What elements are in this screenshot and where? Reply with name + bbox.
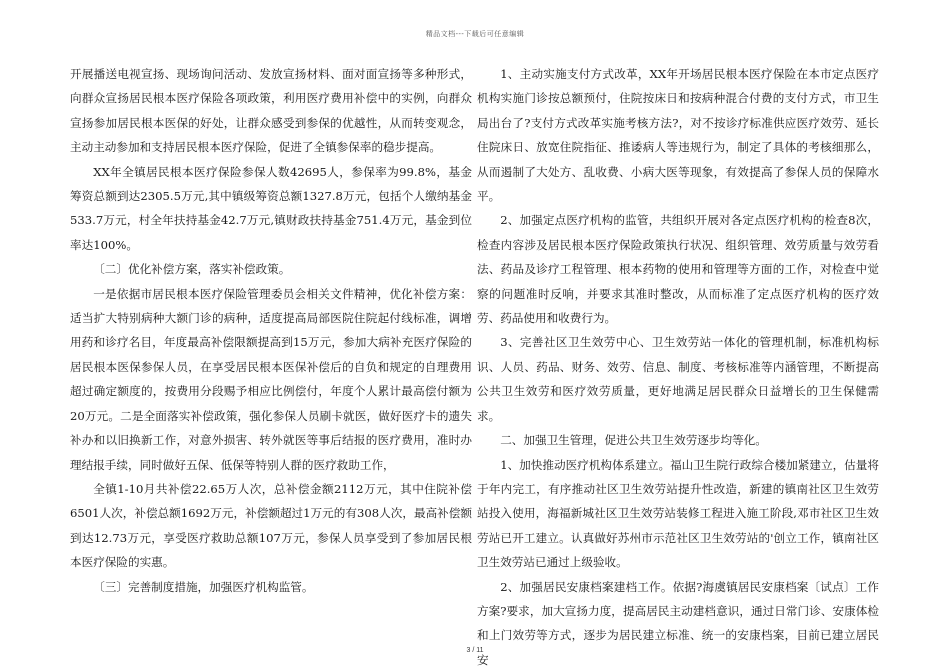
- paragraph: 3、完善社区卫生效劳中心、卫生效劳站一体化的管理机制，标准机构标识、人员、药品、财务、效劳、信息、制度、考核标准等内涵管理，不断提高公共卫生效劳和医疗效劳质量，更好地满足居民群众日益增长的卫生保健需求。: [477, 335, 879, 423]
- paragraph: 一是依据市居民根本医疗保险管理委员会相关文件精神，优化补偿方案：适当扩大特别病种大额门诊的病种，适度提高局部医院住院起付线标准，调增用药和诊疗名目，年度最高补偿限额提高到15万元，参加大病补充医疗保险的居民根本医保参保人员，在享受居民根本医保补偿后的自负和规定的自理费用超过确定额度的，按费用分段赐予相应比例偿付，年度个人累计最高偿付额为20万元。二是全面落实补偿政策，强化参保人员刷卡就医，做好医疗卡的遗失补办和以旧换新工作，对意外损害、转外就医等事后结报的医疗费用，准时办理结报手续，同时做好五保、低保等特别人群的医疗救助工作，: [70, 286, 472, 472]
- paragraph: 〔三〕完善制度措施，加强医疗机构监管。: [93, 579, 314, 594]
- right-column: [477, 62, 879, 672]
- paragraph: 全镇1-10月共补偿22.65万人次，总补偿金额2112万元，其中住院补偿6501人次，补偿总额1692万元，补偿额超过1万元的有308人次，最高补偿额到达12.73万元，享受医疗救助总额107万元，参保人员享受到了参加居民根本医疗保险的实惠。: [70, 481, 472, 570]
- page-header: 精品文档---下载后可任意编辑: [425, 30, 525, 38]
- left-column: [70, 62, 472, 599]
- paragraph: 二、加强卫生管理，促进公共卫生效劳逐步均等化。: [500, 433, 767, 448]
- paragraph: 2、加强定点医疗机构的监管，共组织开展对各定点医疗机构的检查8次，检查内容涉及居民根本医疗保险政策执行状况、组织管理、效劳质量与效劳看法、药品及诊疗工程管理、根本药物的使用和管理等方面的工作，对检查中觉察的问题准时反响，并要求其准时整改，从而标准了定点医疗机构的医疗效劳、药品使用和收费行为。: [477, 213, 879, 326]
- paragraph: 1、加快推动医疗机构体系建立。福山卫生院行政综合楼加紧建立，估量将于年内完工，有序推动社区卫生效劳站提升性改造，新建的镇南社区卫生效劳站投入使用，海福新城社区卫生效劳站装修工程进入施工阶段,邓市社区卫生效劳站已开工建立。认真做好苏州市示范社区卫生效劳站的'创立工作，镇南社区卫生效劳站已通过上级验收。: [477, 457, 879, 570]
- paragraph: 2、加强居民安康档案建档工作。依据?海虞镇居民安康档案〔试点〕工作方案?要求，加大宣扬力度，提高居民主动建档意识，通过日常门诊、安康体检和上门效劳等方式，逐步为居民建立标准、统一的安康档案，目前已建立居民安: [477, 579, 879, 667]
- paragraph: 开展播送电视宣扬、现场询问活动、发放宣扬材料、面对面宣扬等多种形式，向群众宣扬居民根本医疗保险各项政策，利用医疗费用补偿中的实例，向群众宣扬参加居民根本医保的好处，让群众感受到参保的优越性，从而转变观念，主动主动参加和支持居民根本医疗保险，促进了全镇参保率的稳步提高。: [70, 67, 472, 155]
- paragraph: 〔二〕优化补偿方案，落实补偿政策。: [93, 262, 291, 277]
- paragraph: 1、主动实施支付方式改革，XX年开场居民根本医疗保险在本市定点医疗机构实施门诊按总额预付，住院按床日和按病种混合付费的支付方式，市卫生局出台了?支付方式改革实施考核方法?，对不按诊疗标准供应医疗效劳、延长住院床日、放宽住院指征、推诿病人等违规行为，制定了具体的考核细那么，从而遏制了大处方、乱收费、小病大医等现象，有效提高了参保人员的保障水平。: [477, 67, 879, 204]
- page-number: 3 / 11: [466, 647, 484, 654]
- paragraph: XX年全镇居民根本医疗保险参保人数42695人，参保率为99.8%，基金筹资总额到达2305.5万元,其中镇级筹资总额1327.8万元，包括个人缴纳基金533.7万元，村全年扶持基金42.7万元,镇财政扶持基金751.4万元，基金到位率达100%。: [70, 164, 472, 252]
